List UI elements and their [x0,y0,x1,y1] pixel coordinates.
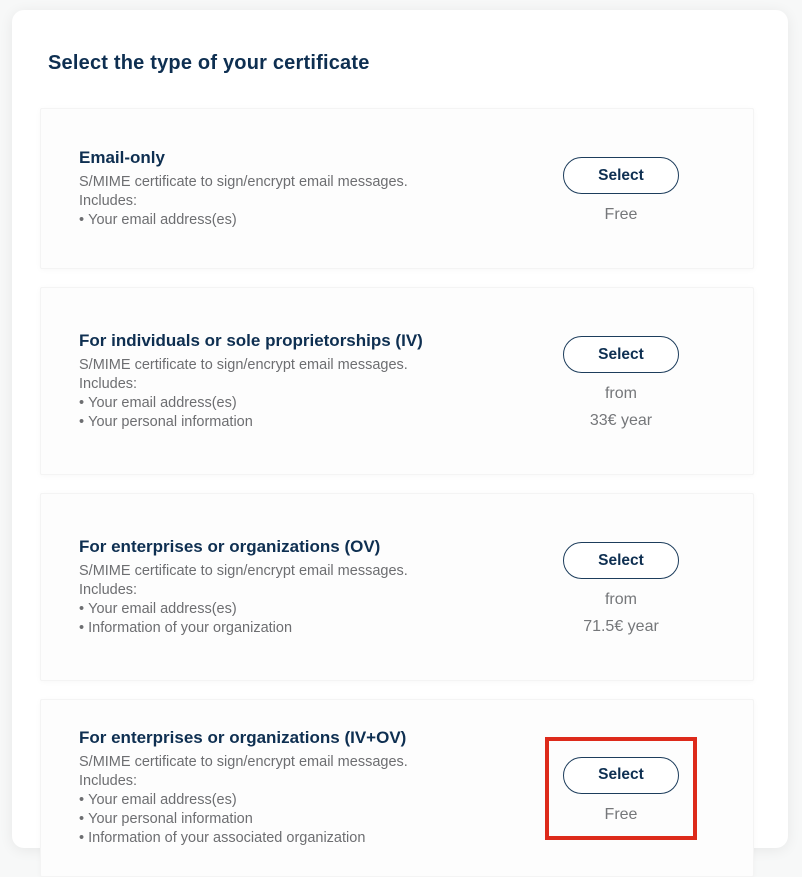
price-text [583,590,659,636]
price-line: 33€ year [589,412,653,429]
includes-label: Includes: [79,192,138,209]
select-button[interactable]: Select [563,336,679,373]
card-title: Email-only [79,147,165,167]
card-description: S/MIME certificate to sign/encrypt email messages. [79,356,408,373]
includes-item: • Your personal information [79,413,499,432]
card-info [79,537,499,638]
card-info [79,148,499,230]
includes-label: Includes: [79,375,138,392]
card-title: For enterprises or organizations (IV+OV) [79,728,407,747]
price-box [545,137,697,240]
includes-item: • Your email address(es) [79,211,499,230]
price-line: Free [604,805,638,823]
price-line: from [604,385,637,402]
card-actions [499,137,743,240]
select-button[interactable]: Select [563,542,679,579]
select-button[interactable]: Select [563,757,679,794]
card-description: S/MIME certificate to sign/encrypt email messages. [79,754,408,770]
includes-item: • Information of your organization [79,619,499,638]
includes-item: • Information of your associated organization [79,829,499,848]
price-line: 71.5€ year [583,618,659,635]
certificate-card-iv [40,287,754,475]
card-actions [499,522,743,652]
certificate-card-ov [40,493,754,681]
price-text [590,384,652,430]
certificate-selection-panel [12,10,788,848]
card-description: S/MIME certificate to sign/encrypt email messages. [79,173,408,190]
includes-label: Includes: [79,581,138,598]
certificate-card-email-only [40,108,754,269]
includes-item: • Your email address(es) [79,600,499,619]
card-description: S/MIME certificate to sign/encrypt email messages. [79,562,408,579]
highlight-box [545,737,697,840]
price-box [545,316,697,446]
card-actions [499,316,743,446]
card-title: For enterprises or organizations (OV) [79,536,381,556]
certificate-card-list [40,108,754,877]
select-button[interactable]: Select [563,157,679,194]
includes-item: • Your email address(es) [79,791,499,810]
price-line: Free [604,206,638,223]
price-box [545,522,697,652]
includes-item: • Your email address(es) [79,394,499,413]
includes-label: Includes: [79,773,138,789]
card-info [79,331,499,432]
price-text [605,805,638,824]
card-info [79,728,499,848]
price-text [605,205,638,224]
card-title: For individuals or sole proprietorships (IV) [79,330,423,350]
page-title: Select the type of your certificate [48,52,370,74]
card-actions [499,737,743,840]
price-line: from [604,591,637,608]
certificate-card-iv-ov [40,699,754,877]
includes-item: • Your personal information [79,810,499,829]
